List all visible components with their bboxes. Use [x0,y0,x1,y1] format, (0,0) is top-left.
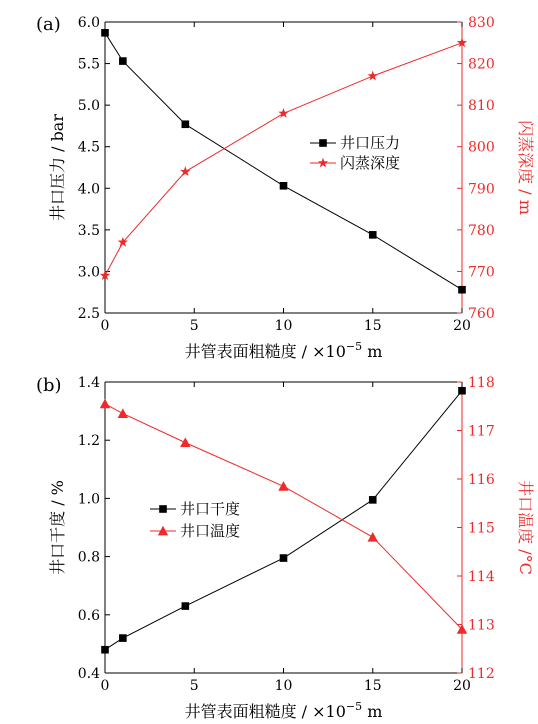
panel-a-right-tick-label: 810 [468,98,495,115]
panel-a-right-tick-label: 780 [468,222,495,239]
panel-b-x-tick-label: 10 [274,678,293,694]
panel-a-legend-marker-1 [318,158,328,168]
panel-b-x-tick-label: 20 [453,678,471,694]
panel-b-left-tick-label: 1.0 [77,491,100,508]
panel-a-right-tick-label: 790 [468,181,495,198]
panel-b-left-tick-label: 0.6 [77,607,100,624]
panel-b-series-0-point [101,646,109,654]
panel-a-x-tick-label: 10 [274,318,293,334]
panel-a-left-tick-label: 6.0 [77,15,100,31]
panel-a-series-0-point [458,286,466,294]
panel-b-series-line-1 [105,404,462,630]
panel-a-left-tick-label: 4.0 [77,181,100,198]
panel-b-x-tick-label: 0 [100,678,110,694]
panel-b-series-0-point [458,387,466,395]
panel-b-series-1-point [278,481,288,491]
panel-b-left-tick-label: 0.4 [77,666,100,682]
panel-a-series-1-point [278,108,288,118]
panel-a-x-tick-label: 5 [189,318,199,334]
panel-a-series-0-point [369,231,377,239]
panel-a-x-axis-label-unit: m [362,342,383,361]
panel-b-x-axis-label-unit: m [362,702,383,721]
panel-b-panel-label: (b) [36,375,62,396]
panel-a-right-tick-label: 800 [468,139,495,156]
panel-a-series-0-point [182,120,190,128]
panel-b-series-1-point [180,437,190,447]
panel-b-x-tick-label: 15 [363,678,382,694]
panel-a-x-axis-label-main: 井管表面粗糙度 / ×10 [184,342,346,361]
panel-a-left-tick-label: 2.5 [77,306,100,322]
panel-b-legend-label-0: 井口干度 [180,500,241,518]
panel-a-right-axis-label: 闪蒸深度 / m [516,120,535,215]
panel-b-series-0-point [119,634,127,642]
panel-b-right-tick-label: 116 [468,472,495,488]
panel-a-right-tick-label: 830 [468,15,495,31]
panel-a-x-axis-label [185,340,383,361]
panel-b-series-1-point [368,532,378,542]
panel-b-legend-label-1: 井口温度 [180,522,241,540]
panel-a-x-tick-label: 15 [363,318,382,334]
panel-b-series-1-point [118,408,128,418]
panel-b-left-tick-label: 1.4 [77,375,100,391]
panel-a-x-tick-label: 0 [100,318,110,334]
panel-b [36,375,535,721]
panel-b-series-0-point [280,554,288,562]
panel-b-x-axis-label-exp: −5 [345,700,363,713]
panel-a-left-tick-label: 5.5 [77,56,100,73]
panel-a-left-tick-label: 5.0 [77,98,100,115]
panel-a-left-tick-label: 3.5 [77,222,100,239]
panel-a-panel-label: (a) [36,14,61,35]
panel-a-series-line-0 [105,33,462,290]
panel-a-legend-label-0: 井口压力 [340,134,401,152]
panel-a-legend-label-1: 闪蒸深度 [340,154,401,172]
panel-b-series-line-0 [105,391,462,650]
panel-b-legend-marker-0 [159,505,167,513]
panel-b-series-0-point [369,496,377,504]
panel-b-right-tick-label: 114 [468,569,495,585]
panel-a-x-tick-label: 20 [453,318,471,334]
panel-a-left-tick-label: 4.5 [77,139,100,156]
panel-b-right-tick-label: 118 [468,375,495,391]
panel-a-series-0-point [280,182,288,190]
panel-a-series-0-point [101,29,109,37]
panel-b-x-tick-label: 5 [189,678,199,694]
panel-b-left-tick-label: 0.8 [77,549,100,566]
panel-b-x-axis-label [185,700,383,721]
panel-a-series-line-1 [105,43,462,276]
panel-b-right-axis-label: 井口温度 /°C [516,480,535,575]
panel-b-x-axis-label-main: 井管表面粗糙度 / ×10 [184,702,346,721]
panel-b-right-tick-label: 113 [468,617,495,634]
panel-b-right-tick-label: 112 [468,666,495,682]
panel-a-legend-marker-0 [319,139,327,147]
panel-b-series-0-point [182,602,190,610]
panel-a-right-tick-label: 820 [468,56,495,73]
panel-a-right-tick-label: 770 [468,264,495,281]
panel-a-series-1-point [180,166,190,176]
panel-a-series-1-point [368,71,378,81]
panel-a-x-axis-label-exp: −5 [345,340,363,353]
panel-b-left-tick-label: 1.2 [77,433,100,450]
panel-a-left-tick-label: 3.0 [77,264,100,281]
panel-a-series-0-point [119,57,127,65]
panel-a-right-tick-label: 760 [468,306,495,322]
panel-a-left-axis-label: 井口压力 / bar [48,114,67,221]
panel-b-left-axis-label: 井口干度 / % [48,480,67,575]
panel-b-series-1-point [100,399,110,409]
panel-b-right-tick-label: 117 [468,423,495,440]
panel-b-right-tick-label: 115 [468,520,495,537]
